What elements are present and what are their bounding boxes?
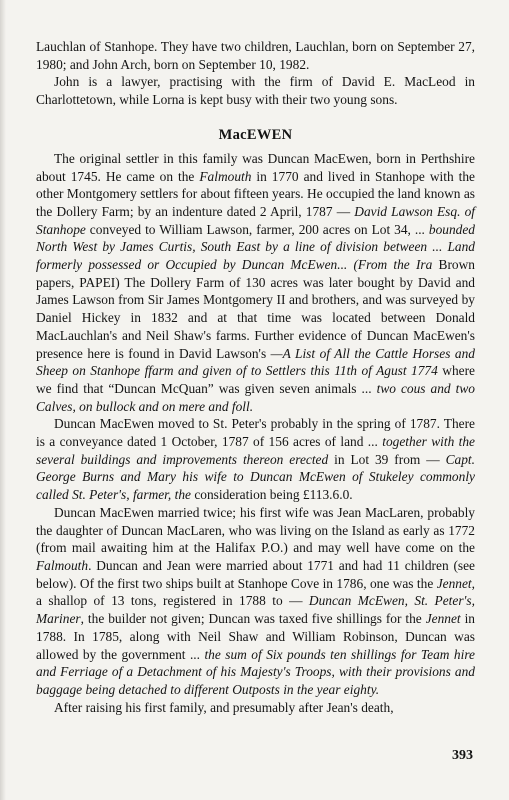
italic-text: Jennet	[425, 611, 461, 627]
italic-text: —A List of All the Cattle Horses and Sheep on Stanhope ffarm and given of to Settlers this 11th of Agust 1774	[36, 345, 475, 379]
italic-text: bounded North West by James Curtis, South East by a line of division between ... Land formerly possessed or Occupied by Duncan McEwen... (From the Ira	[36, 221, 475, 273]
text-run: consideration being £113.6.0.	[190, 487, 353, 503]
paragraph	[36, 150, 475, 416]
paragraph	[36, 73, 475, 108]
text-run: where we find that “Duncan McQuan” was given seven animals ...	[36, 363, 475, 396]
italic-text: David Lawson Esq. of Stanhope	[36, 203, 475, 237]
paragraph	[36, 699, 475, 717]
paragraph	[36, 504, 475, 699]
italic-text: the sum of Six pounds ten shillings for Team hire and Ferriage of a Detachment of his Majesty's Troops, with their provisions and baggage being detached to different Outposts in the year eighty.	[36, 646, 475, 697]
italic-text: Falmouth	[199, 168, 252, 184]
paragraph	[36, 38, 475, 73]
text-run: . Duncan and Jean were married about 1771 and had 11 children (see below). Of the first two ships built at Stanhope Cove in 1786, one was the	[36, 557, 475, 591]
italic-text: Falmouth	[36, 557, 89, 573]
text-run: The original settler in this family was Duncan MacEwen, born in Perthshire about 1745. He came on the	[36, 150, 475, 184]
text-run: Lauchlan of Stanhope. They have two children, Lauchlan, born on September 27, 1980; and John Arch, born on September 10, 1982.	[36, 39, 475, 72]
text-run: , the builder not given; Duncan was taxed five shillings for the	[80, 611, 426, 627]
italic-text: Capt. George Burns and Mary his wife to Duncan McEwen of Stukeley commonly called St. Peter's, farmer, the	[36, 451, 475, 503]
text-run: John is a lawyer, practising with the firm of David E. MacLeod in Charlottetown, while Lorna is kept busy with their two young sons.	[36, 74, 475, 108]
italic-text: Jennet	[436, 575, 472, 591]
text-run: Brown papers, PAPEI) The Dollery Farm of 130 acres was later bought by David and James Lawson from Sir James Montgomery II and brothers, and was surveyed by Daniel Hickey in 1832 and at that time was located between Donald MacLauchlan's and Neil Shaw's farms. Further evidence of Duncan MacEwen's presence here is found in David Lawson's	[36, 257, 475, 361]
paragraph	[36, 415, 475, 504]
page-edge-shadow	[0, 0, 6, 800]
section-heading: MacEWEN	[218, 126, 293, 143]
text-run: After raising his first family, and presumably after Jean's death,	[54, 699, 394, 715]
intro-section	[36, 38, 475, 109]
text-run: Duncan MacEwen married twice; his first wife was Jean MacLaren, probably the daughter of Duncan MacLaren, who was living on the Island as early as 1772 (from mail awaiting him at the Halifax P.O.) and may well have come on the	[36, 504, 475, 556]
text-run: in 1788. In 1785, along with Neil Shaw and William Robinson, Duncan was allowed by the government ...	[36, 611, 475, 662]
text-run: in Lot 39 from —	[328, 451, 446, 467]
text-run: conveyed to William Lawson, farmer, 200 acres on Lot 34, ...	[85, 221, 429, 237]
page-number: 393	[452, 748, 473, 763]
text-run: Duncan MacEwen moved to St. Peter's probably in the spring of 1787. There is a conveyance dated 1 October, 1787 of 156 acres of land ...	[36, 416, 475, 450]
italic-text: two cous and two Calves, on bullock and on mere and foll.	[36, 380, 475, 414]
main-section	[36, 150, 475, 717]
text-run: in 1770 and lived in Stanhope with the other Montgomery settlers for about fifteen years. He occupied the land known as the Dollery Farm; by an indenture dated 2 April, 1787 —	[36, 168, 475, 219]
italic-text: Duncan McEwen, St. Peter's, Mariner	[36, 593, 475, 627]
italic-text: together with the several buildings and improvements thereon erected	[36, 434, 475, 467]
text-run: , a shallop of 13 tons, registered in 1788 to —	[36, 575, 475, 609]
